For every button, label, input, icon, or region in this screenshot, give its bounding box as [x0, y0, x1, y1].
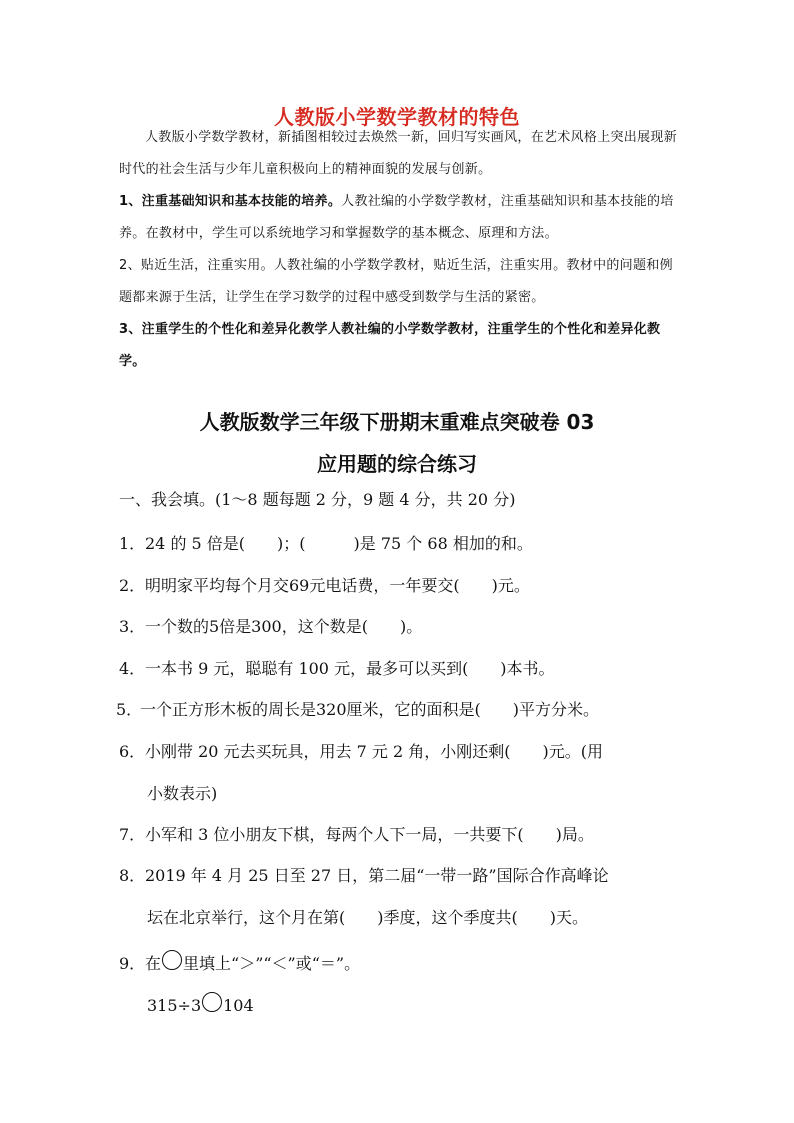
question-text: 一个正方形木板的周长是320厘米，它的面积是( )平方分米。: [140, 700, 600, 719]
expression-right: 104: [223, 996, 254, 1015]
intro-paragraph-2-text: 人教社编的小学数学教材，注重基础知识和基本技能的培养。在教材中，学生可以系统地学习和掌握数学的基本概念、原理和方法。: [119, 194, 674, 241]
question-text: 明明家平均每个月交69元电话费，一年要交( )元。: [145, 576, 530, 595]
question-text: 一个数的5倍是300，这个数是( )。: [145, 617, 423, 636]
question-7: [119, 825, 699, 845]
question-9-expression: [147, 992, 254, 1016]
question-text: 24 的 5 倍是( )；( )是 75 个 68 相加的和。: [145, 534, 533, 553]
exam-subtitle: 应用题的综合练习: [317, 452, 477, 476]
question-4: [119, 659, 699, 679]
question-number: 2．: [119, 576, 146, 595]
question-8: [119, 866, 699, 886]
question-text: 2019 年 4 月 25 日至 27 日，第二届“一带一路”国际合作高峰论: [145, 866, 609, 885]
intro-paragraph-3: 2、贴近生活，注重实用。人教社编的小学数学教材，贴近生活，注重实用。教材中的问题和例题都来源于生活，让学生在学习数学的过程中感受到数学与生活的紧密。: [119, 258, 673, 305]
section-heading: 一、我会填。(1～8 题每题 2 分，9 题 4 分，共 20 分): [119, 490, 516, 509]
question-number: 4．: [119, 659, 146, 678]
question-3: [119, 617, 699, 637]
question-2: [119, 576, 699, 596]
question-number: 5．: [116, 700, 143, 719]
question-6-continuation: 小数表示): [147, 784, 218, 803]
intro-paragraph-4-heading: 3、注重学生的个性化和差异化教学人教社编的小学数学教材，注重学生的个性化和差异化教学。: [119, 322, 661, 369]
question-number: 9．: [119, 954, 146, 973]
question-6: [119, 742, 699, 762]
question-1: [119, 534, 699, 554]
question-text: 一本书 9 元，聪聪有 100 元，最多可以买到( )本书。: [145, 659, 555, 678]
question-text: 小军和 3 位小朋友下棋，每两个人下一局，一共要下( )局。: [145, 825, 594, 844]
question-number: 7．: [119, 825, 146, 844]
question-text: 小刚带 20 元去买玩具，用去 7 元 2 角，小刚还剩( )元。(用: [145, 742, 603, 761]
blank-circle-icon: [202, 992, 222, 1012]
question-5: [116, 700, 696, 720]
intro-paragraph-4: [119, 314, 679, 378]
intro-paragraph-2: [119, 186, 679, 250]
question-number: 3．: [119, 617, 146, 636]
question-text-start: 在: [145, 954, 162, 973]
blank-circle-icon: [162, 950, 182, 970]
question-number: 8．: [119, 866, 146, 885]
question-number: 1．: [119, 534, 146, 553]
expression-left: 315÷3: [147, 996, 202, 1015]
intro-paragraph-1: 人教版小学数学教材，新插图相较过去焕然一新，回归写实画风，在艺术风格上突出展现新时代的社会生活与少年儿童积极向上的精神面貌的发展与创新。: [119, 130, 678, 177]
intro-paragraph-2-heading: 1、注重基础知识和基本技能的培养。: [119, 194, 342, 209]
exam-title: 人教版数学三年级下册期末重难点突破卷 03: [199, 410, 595, 434]
intro-title: 人教版小学数学教材的特色: [274, 105, 520, 129]
question-9: [119, 950, 699, 974]
question-text-end: 里填上“＞”“＜”或“＝”。: [183, 954, 361, 973]
question-8-continuation: 坛在北京举行，这个月在第( )季度，这个季度共( )天。: [147, 908, 588, 927]
question-number: 6．: [119, 742, 146, 761]
